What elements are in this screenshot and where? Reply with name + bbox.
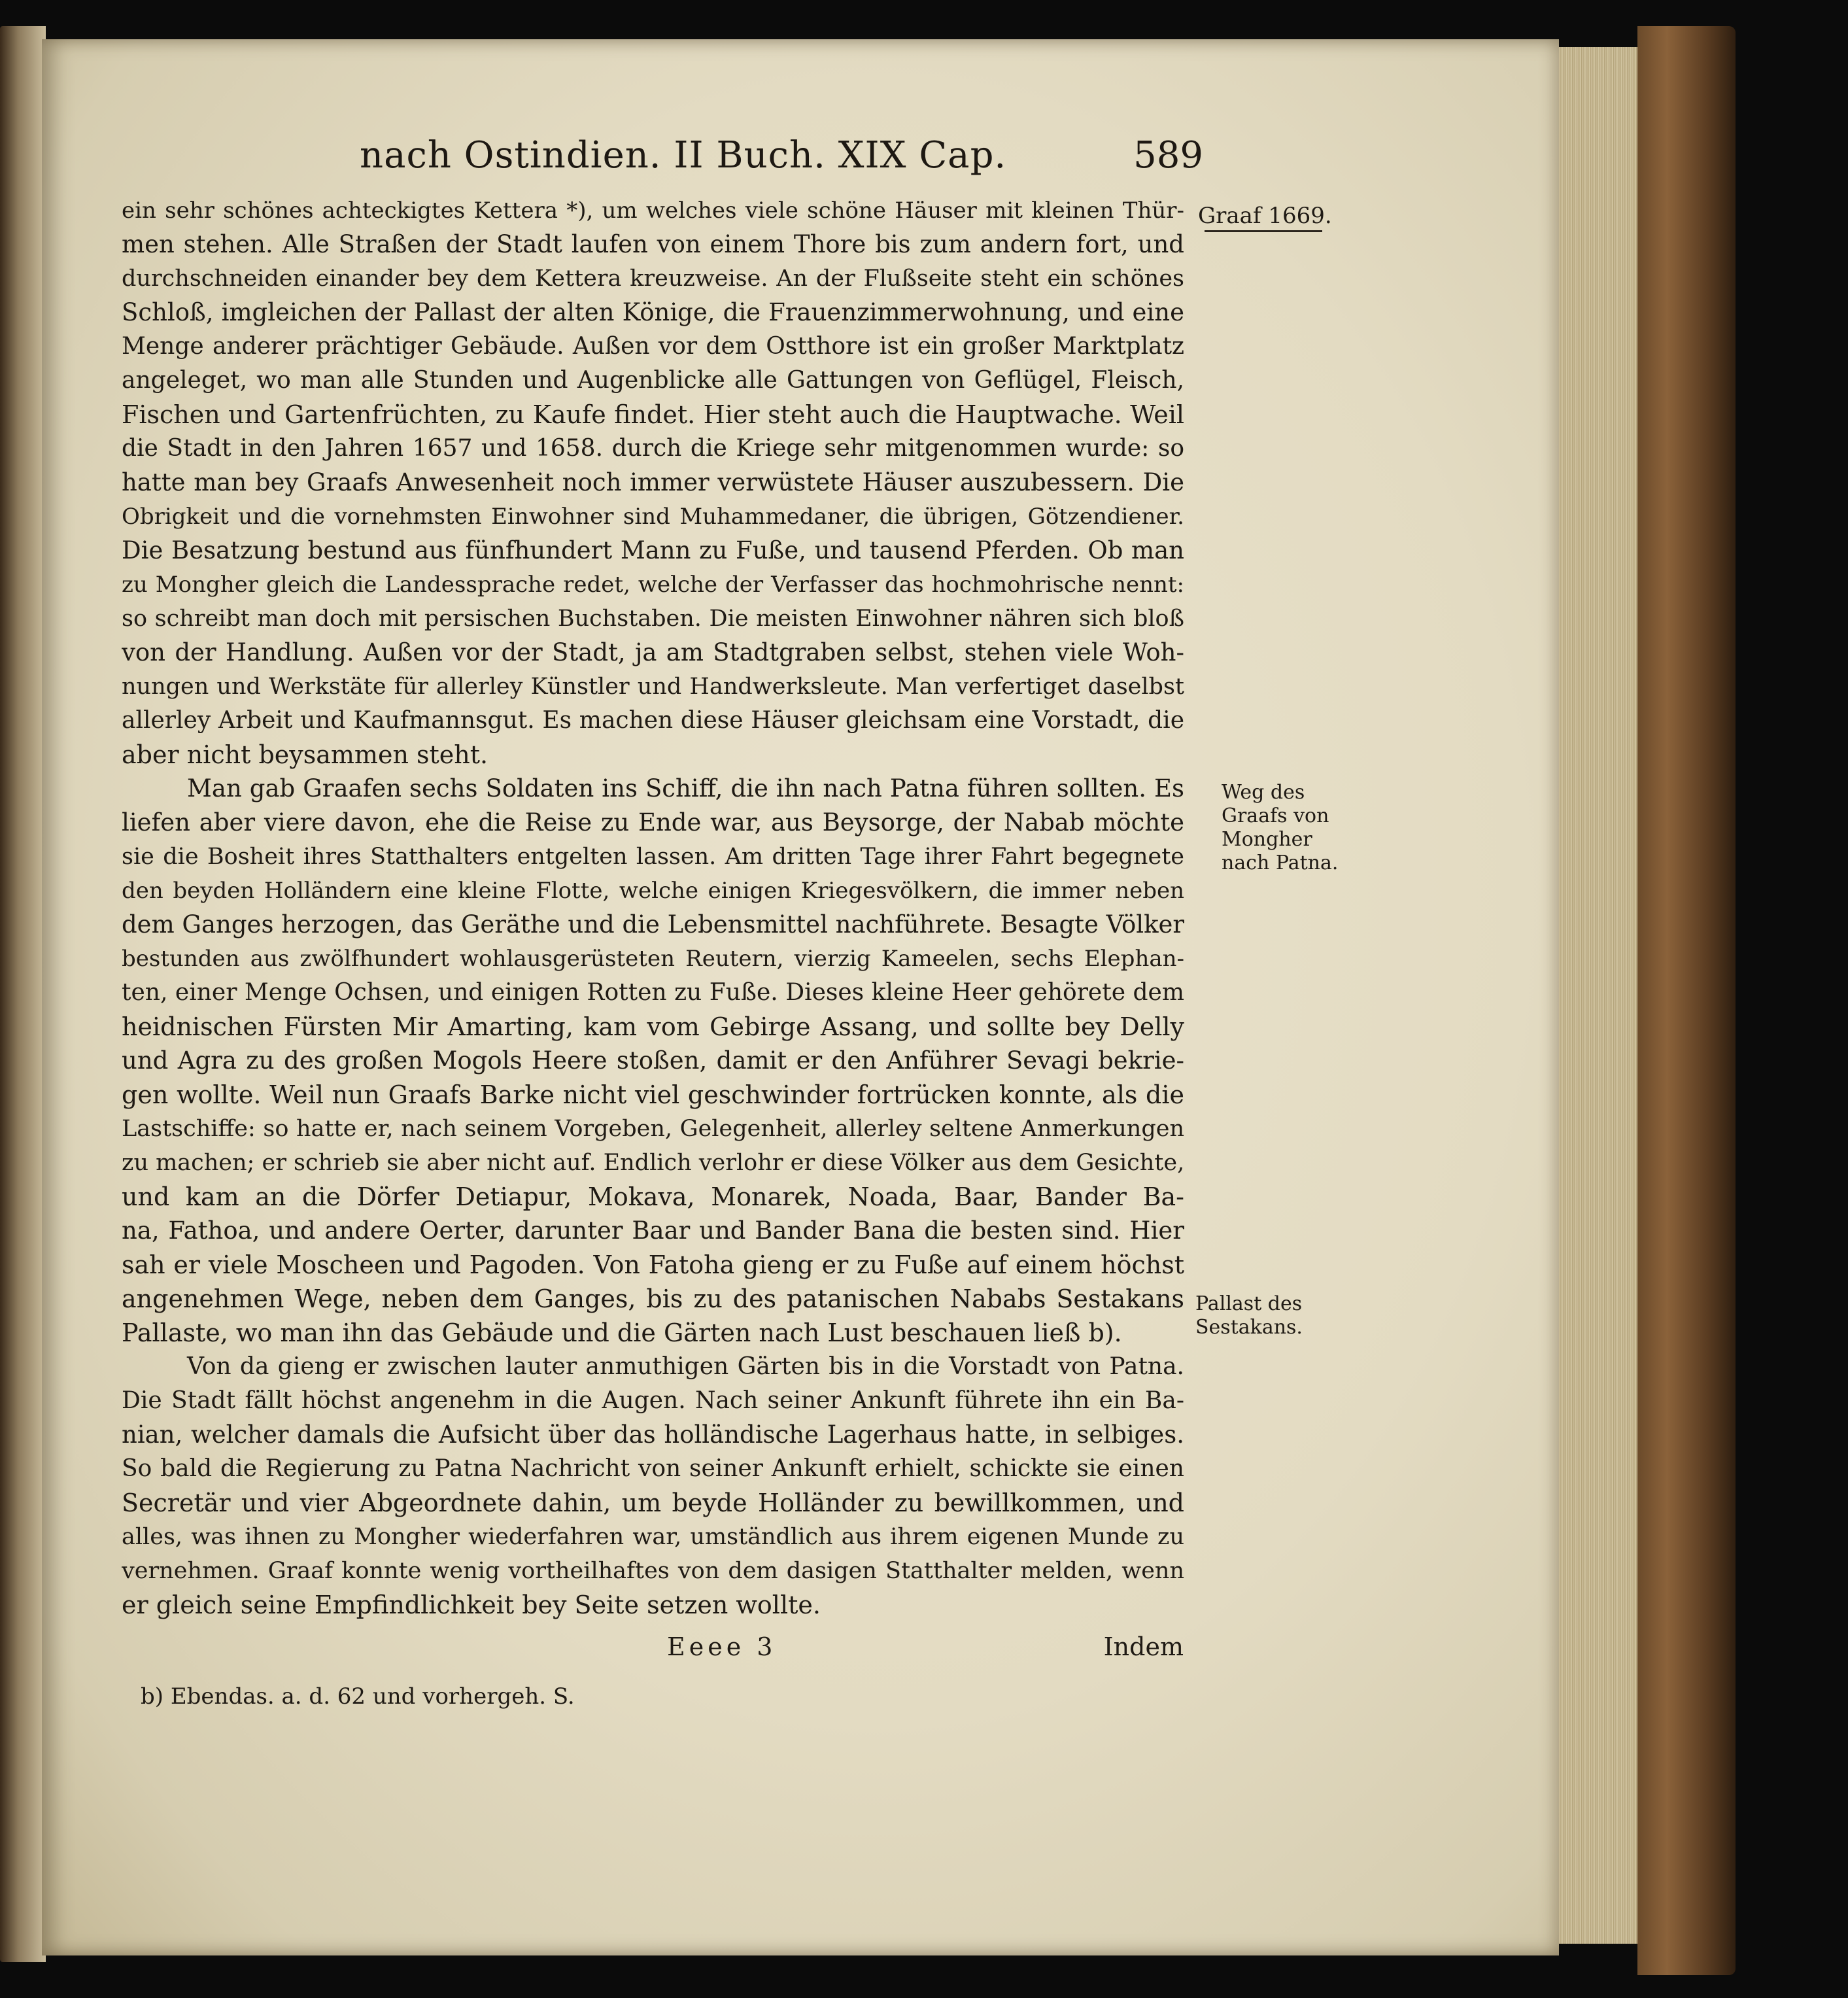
running-title: nach Ostindien. II Buch. XIX Cap.: [360, 134, 1007, 177]
text-line: angenehmen Wege, neben dem Ganges, bis zu des patanischen Nababs Sestakans: [122, 1284, 1184, 1313]
signature-mark: Eeee 3: [667, 1632, 777, 1661]
text-line: sah er viele Moscheen und Pagoden. Von Fatoha gieng er zu Fuße auf einem höchst: [122, 1250, 1184, 1279]
sidenote-line: Graafs von: [1222, 804, 1329, 827]
text-line: durchschneiden einander bey dem Kettera kreuzweise. An der Flußseite steht ein schönes: [122, 266, 1184, 292]
book-cover-edge: [1637, 26, 1736, 1975]
text-line: na, Fathoa, und andere Oerter, darunter Baar und Bander Bana die besten sind. Hier: [122, 1216, 1184, 1245]
text-line: zu machen; er schrieb sie aber nicht auf. Endlich verlohr er diese Völker aus dem Gesichte,: [122, 1150, 1184, 1176]
text-line: ten, einer Menge Ochsen, und einigen Rotten zu Fuße. Dieses kleine Heer gehörete dem: [122, 979, 1184, 1006]
text-line: So bald die Regierung zu Patna Nachricht von seiner Ankunft erhielt, schickte sie einen: [122, 1455, 1184, 1482]
text-line: Schloß, imgleichen der Pallast der alten Könige, die Frauenzimmerwohnung, und eine: [122, 298, 1184, 326]
text-line: Die Besatzung bestund aus fünfhundert Mann zu Fuße, und tausend Pferden. Ob man: [122, 536, 1184, 564]
text-line: sie die Bosheit ihres Statthalters entgelten lassen. Am dritten Tage ihrer Fahrt begegnete: [122, 844, 1184, 870]
text-line: heidnischen Fürsten Mir Amarting, kam vom Gebirge Assang, und sollte bey Delly: [122, 1012, 1184, 1041]
text-line: Von da gieng er zwischen lauter anmuthigen Gärten bis in die Vorstadt von Patna.: [187, 1353, 1184, 1380]
page-number: 589: [1133, 134, 1203, 177]
text-line: Man gab Graafen sechs Soldaten ins Schiff, die ihn nach Patna führen sollten. Es: [187, 774, 1184, 802]
sidenote-rule: [1205, 230, 1322, 232]
text-line: alles, was ihnen zu Mongher wiederfahren war, umständlich aus ihrem eigenen Munde zu: [122, 1524, 1184, 1550]
text-line: nian, welcher damals die Aufsicht über das holländische Lagerhaus hatte, in selbiges.: [122, 1421, 1184, 1449]
sidenote-year: Graaf 1669.: [1198, 203, 1332, 229]
text-line: er gleich seine Empfindlichkeit bey Seite setzen wollte.: [122, 1591, 821, 1619]
text-line: hatte man bey Graafs Anwesenheit noch immer verwüstete Häuser auszubessern. Die: [122, 468, 1184, 496]
text-line: zu Mongher gleich die Landessprache redet, welche der Verfasser das hochmohrische nennt:: [122, 572, 1184, 598]
text-line: liefen aber viere davon, ehe die Reise zu Ende war, aus Beysorge, der Nabab möchte: [122, 808, 1184, 836]
text-line: men stehen. Alle Straßen der Stadt laufen von einem Thore bis zum andern fort, und: [122, 230, 1184, 258]
text-line: angeleget, wo man alle Stunden und Augenblicke alle Gattungen von Geflügel, Fleisch,: [122, 367, 1184, 394]
text-line: Secretär und vier Abgeordnete dahin, um beyde Holländer zu bewillkommen, und: [122, 1489, 1184, 1517]
sidenote-line: nach Patna.: [1222, 852, 1339, 874]
text-line: Pallaste, wo man ihn das Gebäude und die Gärten nach Lust beschauen ließ b).: [122, 1318, 1122, 1347]
body-text: [122, 194, 1184, 1622]
sidenote-line: Sestakans.: [1195, 1316, 1303, 1339]
sidenote-line: Pallast des: [1195, 1292, 1303, 1315]
text-line: die Stadt in den Jahren 1657 und 1658. durch die Kriege sehr mitgenommen wurde: so: [122, 435, 1184, 462]
sidenote-weg: [1222, 781, 1338, 875]
text-line: bestunden aus zwölfhundert wohlausgerüsteten Reutern, vierzig Kameelen, sechs Elephan-: [122, 946, 1184, 972]
text-line: aber nicht beysammen steht.: [122, 740, 488, 769]
text-line: Die Stadt fällt höchst angenehm in die Augen. Nach seiner Ankunft führete ihn ein Ba-: [122, 1387, 1184, 1414]
text-line: dem Ganges herzogen, das Geräthe und die Lebensmittel nachführete. Besagte Völker: [122, 910, 1184, 939]
page-header: [360, 134, 1203, 193]
sidenote-line: Mongher: [1222, 828, 1312, 851]
text-line: von der Handlung. Außen vor der Stadt, ja am Stadtgraben selbst, stehen viele Woh-: [122, 638, 1184, 666]
text-line: Lastschiffe: so hatte er, nach seinem Vorgeben, Gelegenheit, allerley seltene Anmerkungen: [122, 1116, 1184, 1142]
left-page-edge: [0, 26, 46, 1962]
page-fore-edge: [1559, 47, 1637, 1944]
sidenote-line: Weg des: [1222, 781, 1305, 804]
text-line: so schreibt man doch mit persischen Buchstaben. Die meisten Einwohner nähren sich bloß: [122, 606, 1184, 632]
footnote: b) Ebendas. a. d. 62 und vorhergeh. S.: [141, 1683, 575, 1710]
text-line: Menge anderer prächtiger Gebäude. Außen vor dem Ostthore ist ein großer Marktplatz: [122, 333, 1184, 360]
text-line: gen wollte. Weil nun Graafs Barke nicht viel geschwinder fortrücken konnte, als die: [122, 1080, 1184, 1109]
text-line: den beyden Holländern eine kleine Flotte, welche einigen Kriegesvölkern, die immer neben: [122, 878, 1184, 904]
text-line: und Agra zu des großen Mogols Heere stoßen, damit er den Anführer Sevagi bekrie-: [122, 1046, 1184, 1075]
text-line: Fischen und Gartenfrüchten, zu Kaufe findet. Hier steht auch die Hauptwache. Weil: [122, 400, 1184, 429]
text-line: allerley Arbeit und Kaufmannsgut. Es machen diese Häuser gleichsam eine Vorstadt, die: [122, 707, 1184, 734]
text-line: Obrigkeit und die vornehmsten Einwohner sind Muhammedaner, die übrigen, Götzendiener.: [122, 504, 1184, 530]
text-line: vernehmen. Graaf konnte wenig vortheilhaftes von dem dasigen Statthalter melden, wenn: [122, 1558, 1184, 1584]
catchword: Indem: [1103, 1632, 1184, 1661]
text-line: und kam an die Dörfer Detiapur, Mokava, Monarek, Noada, Baar, Bander Ba-: [122, 1182, 1184, 1211]
text-line: nungen und Werkstäte für allerley Künstler und Handwerksleute. Man verfertiget daselbst: [122, 674, 1184, 700]
page-foot: [667, 1632, 1184, 1669]
text-line: ein sehr schönes achteckigtes Kettera *), um welches viele schöne Häuser mit kleinen Thür-: [122, 198, 1184, 224]
sidenote-pallast: [1195, 1292, 1303, 1339]
